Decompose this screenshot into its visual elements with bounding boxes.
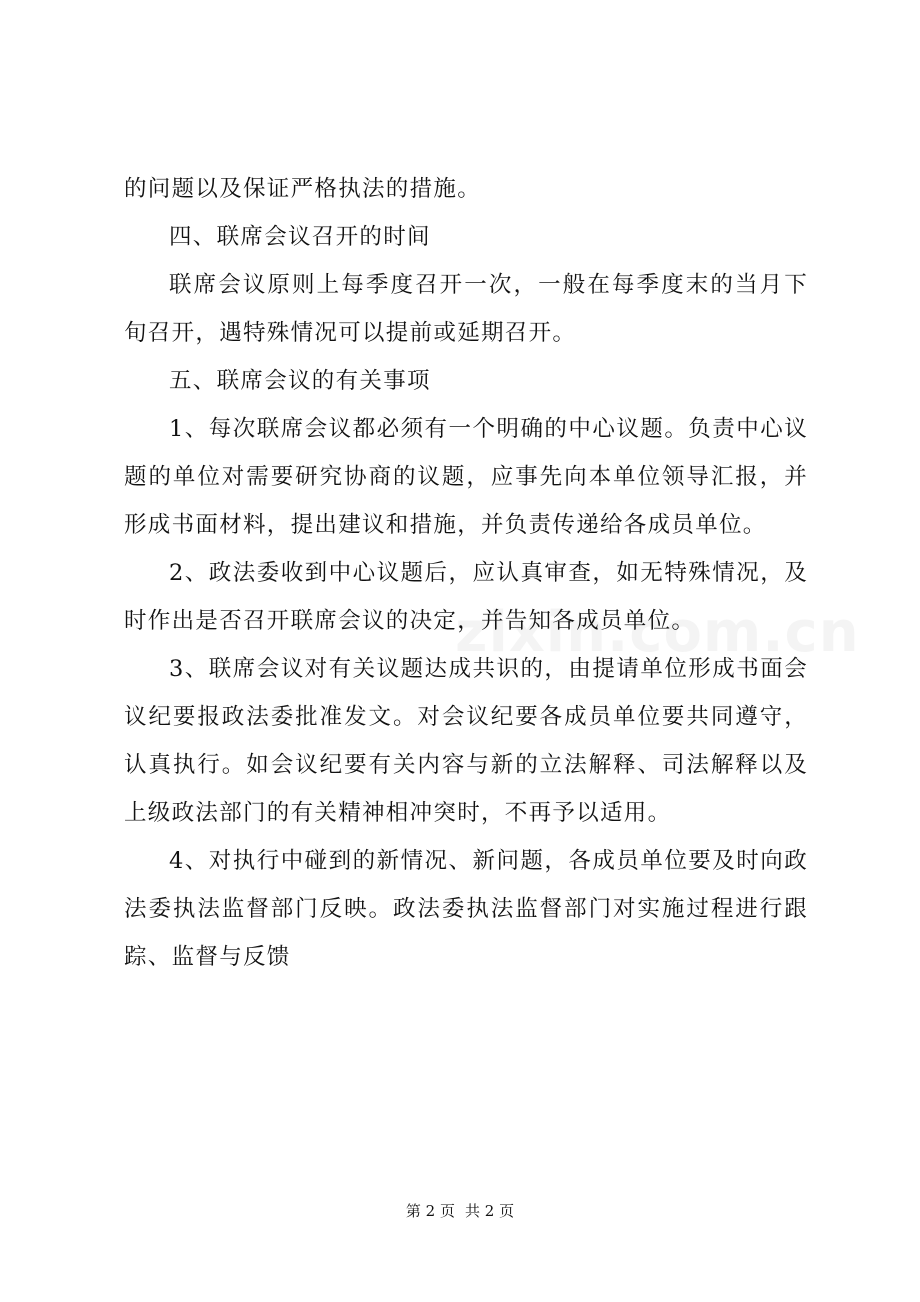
paragraph-item-2: 2、政法委收到中心议题后，应认真审查，如无特殊情况，及时作出是否召开联席会议的决定，并告知各成员单位。 — [124, 560, 808, 634]
page-number-current: 第 2 页 — [405, 1202, 455, 1220]
page-number-total: 共 2 页 — [465, 1202, 515, 1220]
page-footer — [0, 1200, 920, 1222]
paragraph-meeting-time: 联席会议原则上每季度召开一次，一般在每季度末的当月下旬召开，遇特殊情况可以提前或延期召开。 — [124, 272, 808, 346]
paragraph-item-1: 1、每次联席会议都必须有一个明确的中心议题。负责中心议题的单位对需要研究协商的议题，应事先向本单位领导汇报，并形成书面材料，提出建议和措施，并负责传递给各成员单位。 — [124, 416, 808, 538]
paragraph-item-3: 3、联席会议对有关议题达成共识的，由提请单位形成书面会议纪要报政法委批准发文。对会议纪要各成员单位要共同遵守，认真执行。如会议纪要有关内容与新的立法解释、司法解释以及上级政法部门的有关精神相冲突时，不再予以适用。 — [124, 656, 808, 826]
document-body — [124, 165, 808, 981]
paragraph-item-4: 4、对执行中碰到的新情况、新问题，各成员单位要及时向政法委执法监督部门反映。政法委执法监督部门对实施过程进行跟踪、监督与反馈 — [124, 848, 808, 970]
heading-section-4: 四、联席会议召开的时间 — [169, 224, 431, 250]
heading-section-5: 五、联席会议的有关事项 — [169, 368, 431, 394]
paragraph-continuation: 的问题以及保证严格执法的措施。 — [124, 176, 482, 202]
